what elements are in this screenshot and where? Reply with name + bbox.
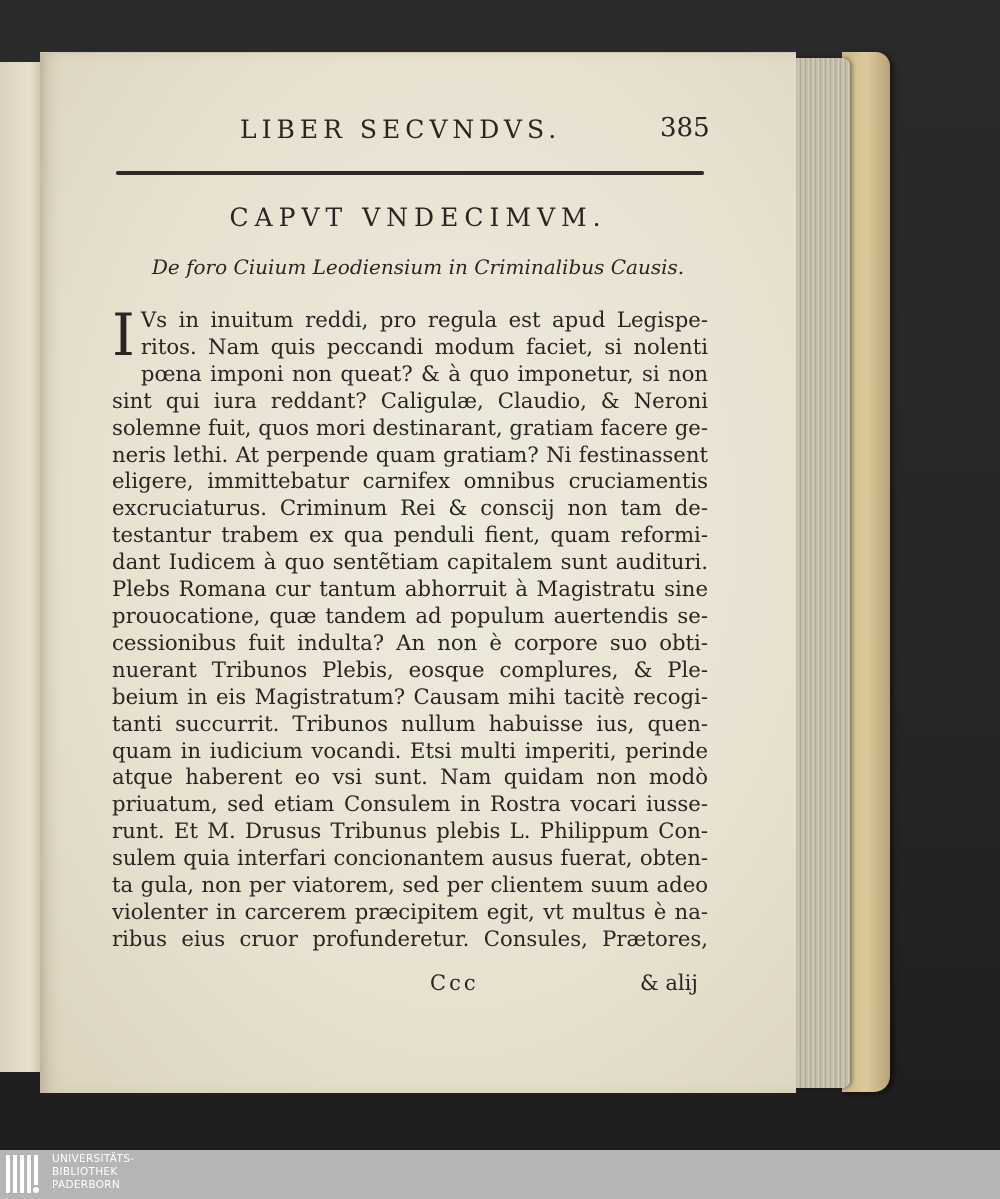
- body-text: [112, 301, 708, 953]
- left-facing-page-edge: [0, 62, 44, 1072]
- university-library-logo-icon: [6, 1153, 46, 1195]
- text-line: solemne fuit, quos mori destinarant, gratiam facere ge-: [112, 414, 708, 440]
- header-rule: [116, 171, 704, 175]
- dropcap-paragraph-start: [112, 301, 708, 369]
- text-line: priuatum, sed etiam Consulem in Rostra vocari iusse-: [112, 791, 708, 817]
- text-line: atque haberent eo vsi sunt. Nam quidam non modò: [112, 764, 708, 790]
- text-line: dant Iudicem à quo sentẽtiam capitalem sunt audituri.: [112, 549, 708, 575]
- text-line: neris lethi. At perpende quam gratiam? Ni festinassent: [112, 441, 708, 467]
- page-number: 385: [660, 113, 710, 143]
- text-line: testantur trabem ex qua penduli fient, quam reformi-: [112, 522, 708, 548]
- text-line: excruciaturus. Criminum Rei & conscij non tam de-: [112, 495, 708, 521]
- footer-bar: [0, 1150, 1000, 1199]
- page-stack-edge: [792, 58, 850, 1088]
- text-line: sulem quia interfari concionantem ausus fuerat, obten-: [112, 845, 708, 871]
- text-line: pœna imponi non queat? & à quo imponetur, si non: [140, 360, 708, 386]
- text-line: runt. Et M. Drusus Tribunus plebis L. Philippum Con-: [112, 818, 708, 844]
- book-page: [40, 52, 796, 1093]
- text-line: tanti succurrit. Tribunos nullum habuisse ius, quen-: [112, 710, 708, 736]
- library-name-line: PADERBORN: [52, 1179, 120, 1191]
- text-line: Vs in inuitum reddi, pro regula est apud Legispe-: [140, 307, 708, 332]
- text-line: violenter in carcerem præcipitem egit, vt multus è na-: [112, 898, 708, 924]
- text-line: Plebs Romana cur tantum abhorruit à Magistratu sine: [112, 576, 708, 602]
- library-name: [52, 1153, 134, 1192]
- catchword: & alij: [640, 971, 698, 995]
- library-name-line: BIBLIOTHEK: [52, 1166, 118, 1178]
- text-line: cessionibus fuit indulta? An non è corpore suo obti-: [112, 629, 708, 655]
- text-line: ribus eius cruor profunderetur. Consules, Prætores,: [112, 925, 708, 951]
- library-name-line: UNIVERSITÄTS-: [52, 1153, 135, 1165]
- text-line: sint qui iura reddant? Caligulæ, Claudio, & Neroni: [112, 387, 708, 413]
- text-line: beium in eis Magistratum? Causam mihi tacitè recogi-: [112, 683, 708, 709]
- text-line: quam in iudicium vocandi. Etsi multi imperiti, perinde: [112, 737, 708, 763]
- text-line: ritos. Nam quis peccandi modum faciet, si nolenti: [140, 333, 708, 359]
- text-line: ta gula, non per viatorem, sed per clientem suum adeo: [112, 872, 708, 898]
- text-line: nuerant Tribunos Plebis, eosque complures, & Ple-: [112, 656, 708, 682]
- running-head: LIBER SECVNDVS.: [240, 115, 562, 144]
- signature-mark: Ccc: [430, 971, 479, 995]
- drop-capital: I: [112, 301, 135, 369]
- chapter-title: CAPVT VNDECIMVM.: [229, 203, 607, 232]
- text-line: prouocatione, quæ tandem ad populum auertendis se-: [112, 602, 708, 628]
- text-line: eligere, immittebatur carnifex omnibus cruciamentis: [112, 468, 708, 494]
- chapter-subtitle: De foro Ciuium Leodiensium in Criminalibus Causis.: [151, 255, 685, 279]
